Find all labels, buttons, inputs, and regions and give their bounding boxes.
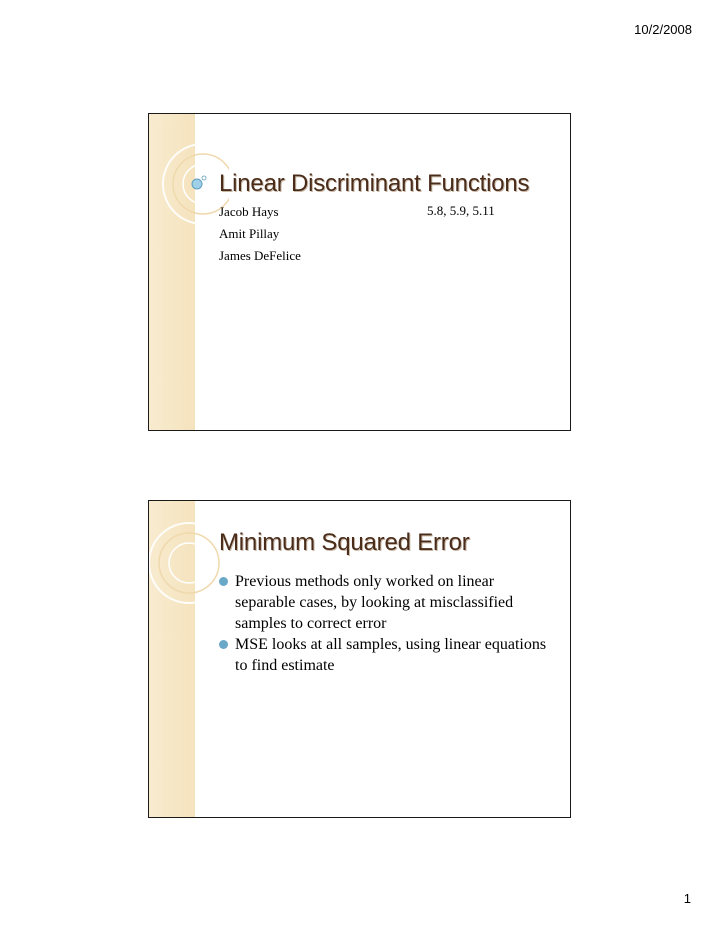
bullet-text: Previous methods only worked on linear separable cases, by looking at misclassified samples to correct error	[235, 573, 514, 632]
page-number: 1	[683, 891, 691, 906]
author-name: Amit Pillay	[219, 226, 280, 241]
slide-title: Linear Discriminant Functions	[219, 170, 530, 197]
author-name: Jacob Hays	[219, 204, 279, 219]
section-references: 5.8, 5.9, 5.11	[427, 203, 495, 218]
bullet-icon	[219, 577, 228, 586]
bullet-item	[219, 634, 552, 676]
bullet-item	[219, 571, 552, 634]
bullet-icon	[219, 640, 228, 649]
bullet-list	[219, 571, 552, 676]
decorative-circles-icon	[149, 501, 229, 621]
decorative-circles-icon	[149, 114, 229, 234]
author-name: James DeFelice	[219, 248, 301, 263]
bullet-text: MSE looks at all samples, using linear equations to find estimate	[235, 636, 547, 674]
slide-title-slide	[148, 113, 571, 431]
header-date: 10/2/2008	[634, 22, 692, 37]
slide-title: Minimum Squared Error	[219, 529, 470, 556]
slide-content-slide	[148, 500, 571, 818]
